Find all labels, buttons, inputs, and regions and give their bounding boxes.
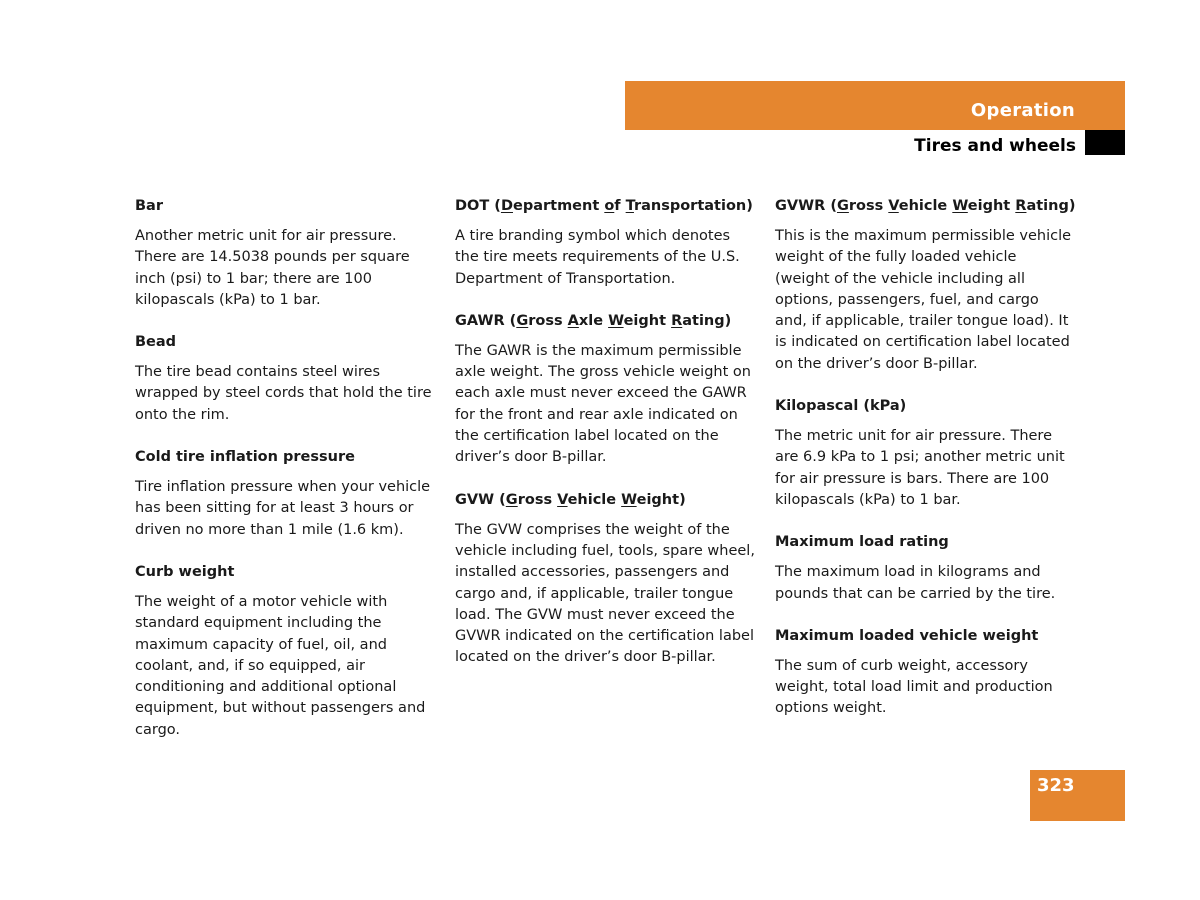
glossary-term: Bead (135, 334, 177, 351)
term-part: ransportation) (633, 198, 753, 214)
glossary-definition: The maximum load in kilograms and pounds that can be carried by the tire. (775, 564, 1056, 602)
glossary-column-2 (455, 196, 755, 690)
term-initial: G (516, 312, 529, 329)
glossary-column-1 (135, 196, 435, 762)
glossary-term: Cold tire inflation pressure (135, 449, 355, 466)
term-part: DOT ( (455, 198, 501, 214)
glossary-term: Maximum load rating (775, 534, 949, 551)
glossary-term (775, 196, 1075, 217)
glossary-entry-max-load-rating (775, 532, 1075, 605)
glossary-term (455, 490, 755, 511)
term-part: ehicle (898, 198, 953, 214)
glossary-definition: The GAWR is the maximum permissible axle weight. The gross vehicle weight on each axle must never exceed the GAWR for the front and rear axle indicated on the certification label located on the driver’s door B-pillar. (455, 342, 751, 466)
glossary-entry-curb-weight (135, 562, 435, 741)
glossary-column-3 (775, 196, 1075, 741)
glossary-term: Kilopascal (kPa) (775, 398, 907, 415)
term-part: ehicle (567, 491, 622, 508)
term-initial: G (505, 491, 518, 508)
glossary-definition: Another metric unit for air pressure. There are 14.5038 pounds per square inch (psi) to 1 bar; there are 100 kilopascals (kPa) to 1 bar. (135, 228, 410, 308)
term-part: f (614, 198, 626, 214)
glossary-entry-gawr (455, 311, 755, 469)
glossary-entry-gvw (455, 490, 755, 669)
term-initial: T (625, 198, 634, 214)
term-part: GVWR ( (775, 198, 837, 214)
term-part: ross (848, 198, 889, 214)
glossary-definition: The weight of a motor vehicle with standard equipment including the maximum capacity of fuel, oil, and coolant, and, if so equipped, air conditioning and additional optional equipment, but without passengers and cargo. (135, 593, 426, 738)
term-part: ross (528, 312, 568, 329)
term-part: eight (967, 198, 1016, 214)
glossary-entry-max-loaded-weight (775, 626, 1075, 720)
subsection-title: Tires and wheels (914, 136, 1076, 156)
glossary-term (455, 196, 755, 217)
term-initial: G (836, 198, 849, 214)
glossary-entry-kilopascal (775, 396, 1075, 511)
term-initial: V (557, 491, 568, 508)
term-initial: V (888, 198, 899, 214)
glossary-definition: The metric unit for air pressure. There are 6.9 kPa to 1 psi; another metric unit for air pressure is bars. There are 100 kilopascals (kPa) to 1 bar. (775, 428, 1065, 508)
term-part: ating) (1026, 198, 1076, 214)
term-initial: W (952, 198, 968, 214)
term-part: ross (517, 491, 558, 508)
glossary-term: Bar (135, 198, 163, 214)
term-initial: D (500, 198, 513, 214)
glossary-definition: The GVW comprises the weight of the vehicle including fuel, tools, spare wheel, installed accessories, passengers and cargo and, if applicable, trailer tongue load. The GVW must never exceed the GVWR indicated on the certification label located on the driver’s door B-pillar. (455, 521, 755, 666)
glossary-entry-bar (135, 196, 435, 311)
section-title: Operation (970, 100, 1075, 121)
term-part: ating) (682, 312, 732, 329)
glossary-definition: This is the maximum permissible vehicle weight of the fully loaded vehicle (weight of the vehicle including all options, passengers, fuel, and cargo and, if applicable, trailer tongue load). It is indicated on certification label located on the driver’s door B-pillar. (775, 228, 1072, 372)
glossary-entry-dot (455, 196, 755, 290)
glossary-entry-gvwr (775, 196, 1075, 375)
glossary-term (455, 311, 755, 332)
term-initial: o (604, 198, 615, 214)
glossary-definition: Tire inflation pressure when your vehicle has been sitting for at least 3 hours or driven no more than 1 mile (1.6 km). (135, 479, 431, 538)
term-initial: R (1015, 198, 1027, 214)
glossary-entry-bead (135, 332, 435, 426)
term-initial: W (608, 312, 624, 329)
term-part: xle (578, 312, 609, 329)
section-tab-marker (1085, 130, 1125, 155)
term-initial: R (671, 312, 683, 329)
term-part: GVW ( (455, 491, 506, 508)
term-initial: A (567, 312, 579, 329)
glossary-definition: The sum of curb weight, accessory weight, total load limit and production options weight. (775, 657, 1053, 717)
glossary-definition: The tire bead contains steel wires wrapped by steel cords that hold the tire onto the rim. (135, 364, 432, 423)
term-part: epartment (512, 198, 605, 214)
glossary-definition: A tire branding symbol which denotes the tire meets requirements of the U.S. Department of Transportation. (455, 228, 740, 287)
term-initial: W (621, 491, 637, 508)
term-part: GAWR ( (455, 312, 517, 329)
term-part: eight (623, 312, 672, 329)
glossary-entry-cold-tire (135, 447, 435, 541)
glossary-term: Maximum loaded vehicle weight (775, 627, 1039, 644)
glossary-term: Curb weight (135, 563, 235, 580)
term-part: eight) (636, 491, 686, 508)
page-number: 323 (1037, 775, 1075, 796)
